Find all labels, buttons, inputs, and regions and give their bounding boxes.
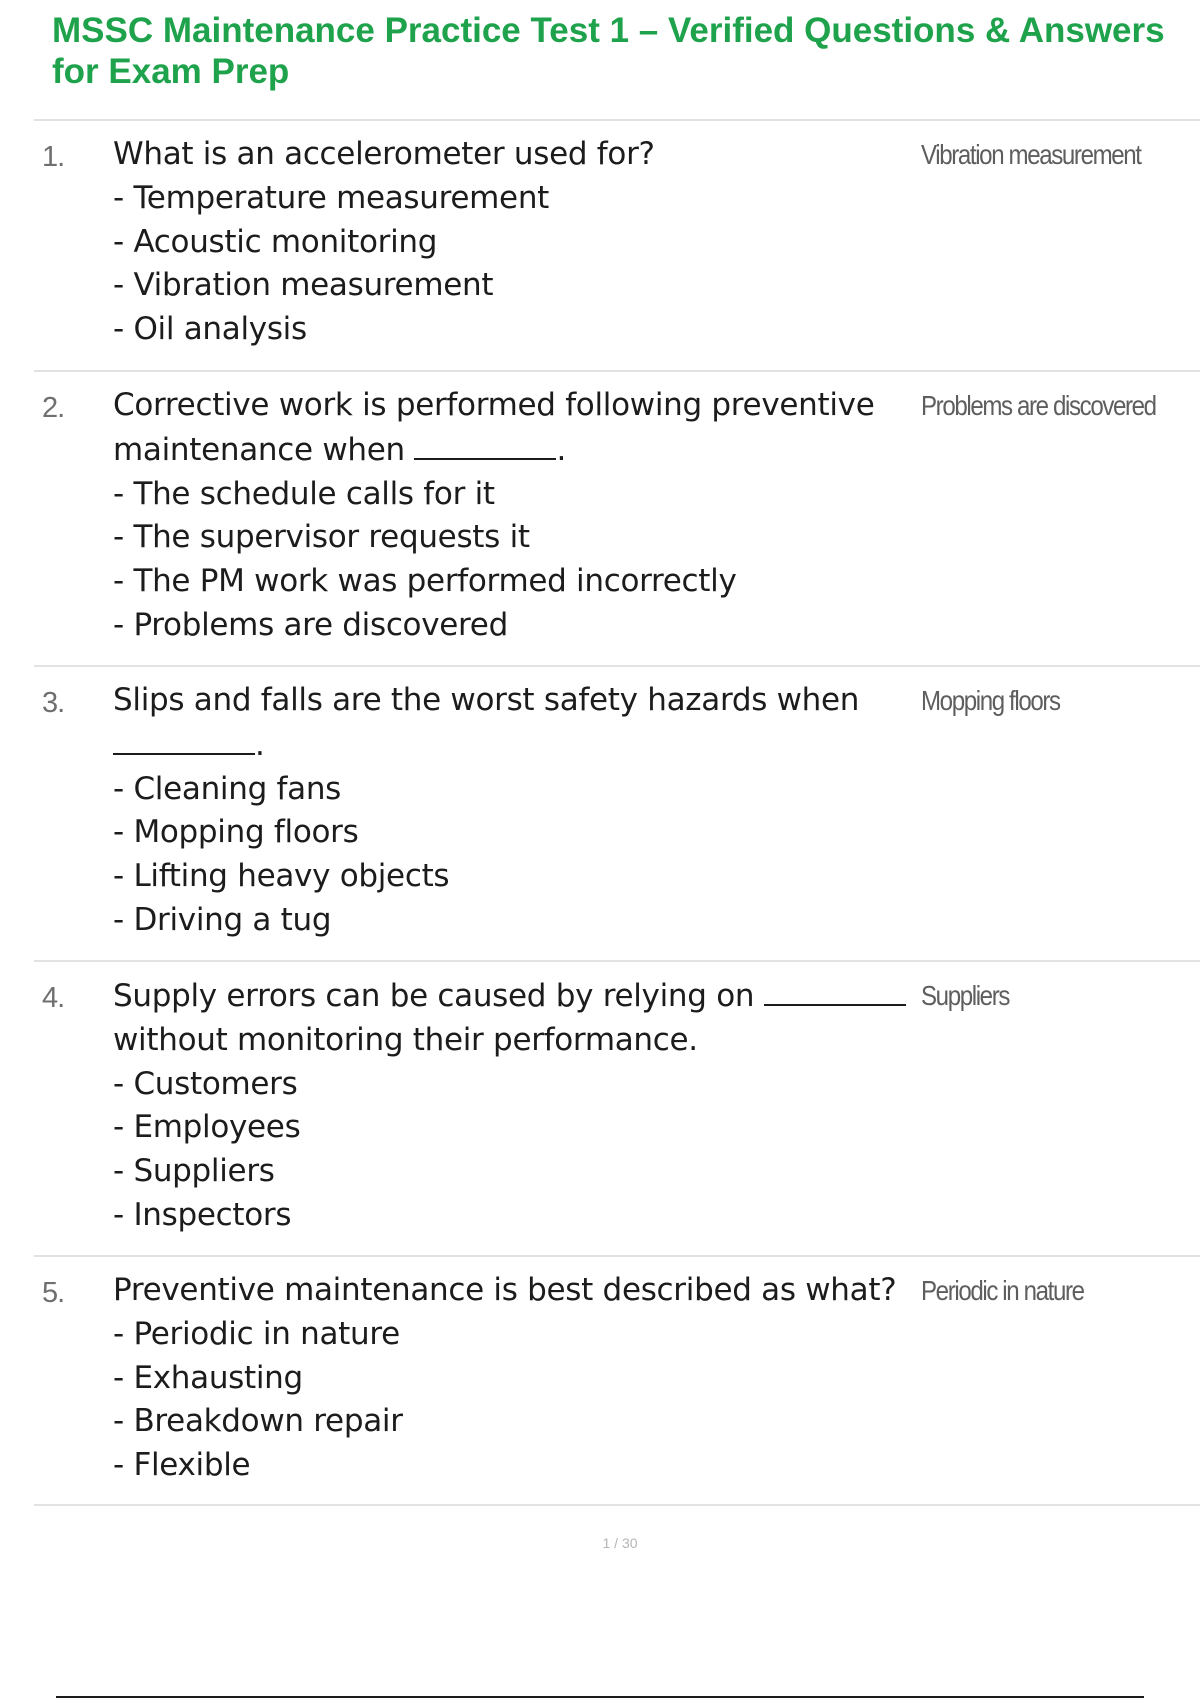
page-number: 1 / 30 <box>602 1535 638 1551</box>
question-body <box>113 679 913 943</box>
answer-blank <box>113 723 255 755</box>
option: - The PM work was performed incorrectly <box>113 563 737 600</box>
question-text-line-1 <box>113 974 913 1019</box>
question-body <box>113 974 913 1238</box>
option: - The supervisor requests it <box>113 519 530 556</box>
page-title <box>52 10 1200 92</box>
qa-item-5 <box>34 1255 1200 1506</box>
question-number: 3. <box>42 687 65 719</box>
option: - Employees <box>113 1109 301 1146</box>
qa-item-1 <box>34 119 1200 370</box>
answer-blank <box>764 974 906 1006</box>
answer-blank <box>414 428 556 460</box>
page-title-line-1: MSSC Maintenance Practice Test 1 – Verified Questions & Answers <box>52 11 1165 50</box>
option: - Temperature measurement <box>113 179 550 216</box>
question-text-line-1: Corrective work is performed following preventive <box>113 387 875 423</box>
answer: Problems are discovered <box>921 390 1156 421</box>
question-number: 2. <box>42 392 65 424</box>
option: - Periodic in nature <box>113 1315 400 1352</box>
option: - Oil analysis <box>113 311 307 348</box>
question-text-before-blank: Supply errors can be caused by relying on <box>113 978 755 1014</box>
question-text-after-blank: . <box>255 726 265 763</box>
option: - Exhausting <box>113 1359 303 1396</box>
question-number: 5. <box>42 1277 65 1309</box>
bottom-divider <box>56 1696 1144 1698</box>
qa-item-4 <box>34 960 1200 1255</box>
option: - Suppliers <box>113 1153 275 1190</box>
question-text-line-2: without monitoring their performance. <box>113 1021 698 1058</box>
option: - Vibration measurement <box>113 267 494 304</box>
option: - The schedule calls for it <box>113 475 495 512</box>
question-number: 1. <box>42 141 65 173</box>
answer: Mopping floors <box>921 685 1060 716</box>
qa-list <box>34 119 1200 1506</box>
option: - Problems are discovered <box>113 606 508 643</box>
question-body <box>113 384 913 648</box>
qa-item-2 <box>34 370 1200 665</box>
question-text-before-blank: maintenance when <box>113 431 405 468</box>
option: - Inspectors <box>113 1196 292 1233</box>
question-text: Preventive maintenance is best described as what? <box>113 1272 897 1308</box>
answer: Suppliers <box>921 980 1010 1011</box>
answer: Periodic in nature <box>921 1275 1084 1306</box>
option: - Flexible <box>113 1447 251 1484</box>
option: - Lifting heavy objects <box>113 858 450 895</box>
question-body <box>113 133 913 352</box>
qa-item-3 <box>34 665 1200 960</box>
page-title-line-2: for Exam Prep <box>52 52 290 91</box>
question-text-after-blank: . <box>556 431 566 468</box>
option: - Cleaning fans <box>113 770 342 807</box>
option: - Mopping floors <box>113 814 359 851</box>
question-text: What is an accelerometer used for? <box>113 136 655 172</box>
option: - Acoustic monitoring <box>113 223 438 260</box>
option: - Customers <box>113 1065 298 1102</box>
question-number: 4. <box>42 982 65 1014</box>
option: - Breakdown repair <box>113 1403 403 1440</box>
question-body <box>113 1269 913 1488</box>
answer: Vibration measurement <box>921 139 1141 170</box>
question-text-line-1: Slips and falls are the worst safety hazards when <box>113 682 860 718</box>
question-text-line-2 <box>113 428 913 473</box>
question-text-line-2 <box>113 723 913 768</box>
option: - Driving a tug <box>113 901 332 938</box>
